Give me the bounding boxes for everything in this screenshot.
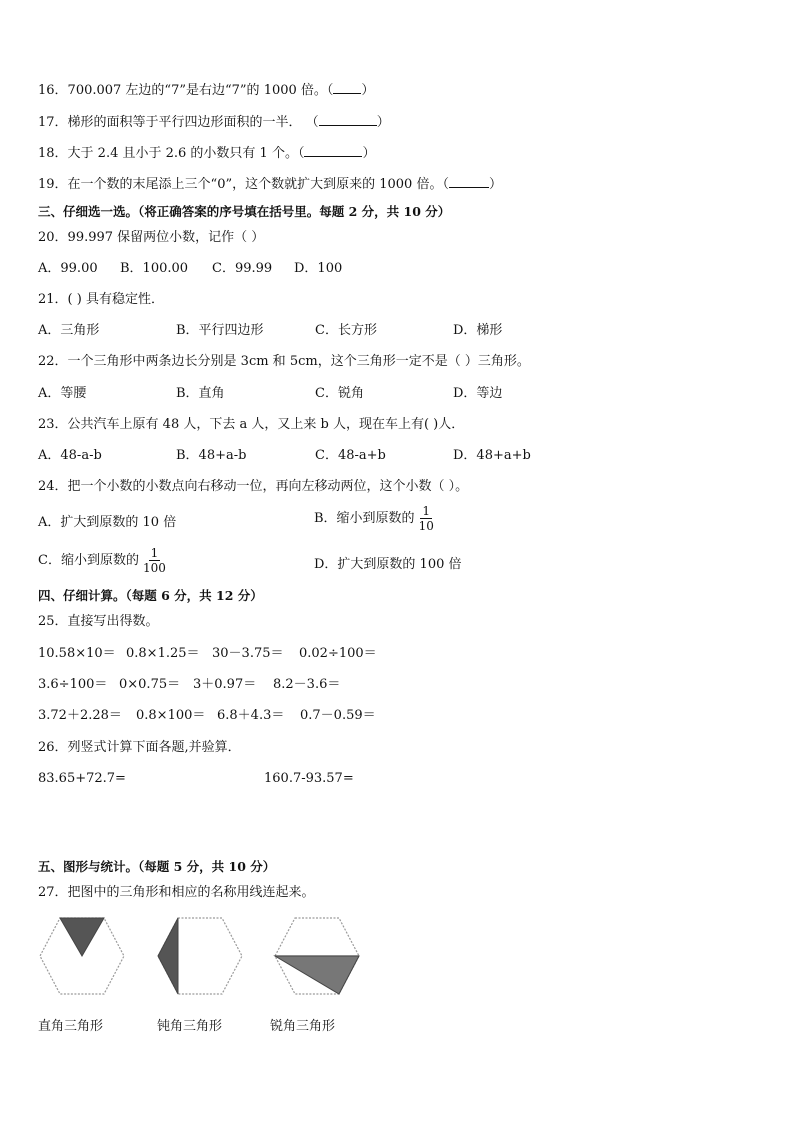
calc-item: 30－3.75＝	[212, 646, 284, 661]
question-23-stem: 23．公共汽车上原有 48 人，下去 a 人，又上来 b 人，现在车上有( )人．	[38, 417, 465, 432]
question-27-stem: 27．把图中的三角形和相应的名称用线连起来。	[38, 885, 315, 900]
q23-option-c[interactable]: C．48-a+b	[315, 448, 386, 463]
q17-text: 17．梯形的面积等于平行四边形面积的一半． （	[38, 115, 319, 130]
section-5-heading: 五、图形与统计。（每题 5 分，共 10 分）	[38, 859, 276, 874]
q19-blank[interactable]	[449, 187, 489, 188]
q22-option-a[interactable]: A．等腰	[38, 386, 87, 401]
q23-option-b[interactable]: B．48+a-b	[176, 448, 247, 463]
label-acute-triangle[interactable]: 锐角三角形	[270, 1019, 336, 1034]
obtuse-triangle-shape	[158, 918, 178, 994]
calc-item: 0.02÷100＝	[299, 646, 377, 661]
question-18: 18．大于 2.4 且小于 2.6 的小数只有 1 个。（ ）	[38, 146, 376, 161]
question-19: 19．在一个数的末尾添上三个“0”，这个数就扩大到原来的 1000 倍。（ ）	[38, 177, 502, 192]
vertical-calc-problem-1: 83.65+72.7=	[38, 771, 126, 786]
q21-option-c[interactable]: C．长方形	[315, 323, 377, 338]
q18-text: 18．大于 2.4 且小于 2.6 的小数只有 1 个。（	[38, 146, 305, 161]
q19-text: 19．在一个数的末尾添上三个“0”，这个数就扩大到原来的 1000 倍。（	[38, 177, 449, 192]
q20-option-c[interactable]: C．99.99	[212, 261, 273, 276]
q21-option-d[interactable]: D．梯形	[453, 323, 503, 338]
q18-blank[interactable]	[304, 156, 362, 157]
q21-option-b[interactable]: B．平行四边形	[176, 323, 264, 338]
question-20-stem: 20．99.997 保留两位小数，记作（ ）	[38, 230, 265, 245]
q24-option-b[interactable]: B．缩小到原数的 $\frac{1}{10}$	[314, 504, 434, 533]
q24-option-c[interactable]: C．缩小到原数的 $\frac{1}{100}$	[38, 546, 166, 575]
q20-option-b[interactable]: B．100.00	[120, 261, 189, 276]
q20-option-a[interactable]: A．99.00	[38, 261, 98, 276]
q23-option-a[interactable]: A．48-a-b	[38, 448, 102, 463]
q24-option-c-fraction: $\frac{1}{100}$	[142, 546, 166, 575]
calc-item: 10.58×10＝	[38, 646, 116, 661]
calc-item: 0.8×1.25＝	[126, 646, 200, 661]
q21-option-a[interactable]: A．三角形	[38, 323, 100, 338]
question-26-stem: 26．列竖式计算下面各题,并验算．	[38, 740, 241, 755]
calc-item: 3＋0.97＝	[193, 677, 257, 692]
question-24-stem: 24．把一个小数的小数点向右移动一位，再向左移动两位，这个小数（ ）。	[38, 479, 469, 494]
question-17: 17．梯形的面积等于平行四边形面积的一半． （ ）	[38, 115, 390, 130]
calc-item: 3.6÷100＝	[38, 677, 108, 692]
vertical-calc-problem-2: 160.7-93.57=	[264, 771, 354, 786]
calc-item: 6.8＋4.3＝	[217, 708, 285, 723]
section-3-heading: 三、仔细选一选。（将正确答案的序号填在括号里。每题 2 分，共 10 分）	[38, 204, 451, 219]
q17-blank[interactable]	[319, 125, 377, 126]
calc-item: 8.2－3.6＝	[273, 677, 341, 692]
q22-option-b[interactable]: B．直角	[176, 386, 225, 401]
q22-option-c[interactable]: C．锐角	[315, 386, 364, 401]
q24-option-b-fraction: $\frac{1}{10}$	[418, 504, 434, 533]
calc-item: 0×0.75＝	[119, 677, 181, 692]
hexagon-right-triangle-figure	[38, 916, 126, 996]
q24-option-d[interactable]: D．扩大到原数的 100 倍	[314, 557, 462, 572]
hexagon-obtuse-triangle-figure	[156, 916, 244, 996]
question-21-stem: 21．( ) 具有稳定性．	[38, 292, 164, 307]
q16-blank[interactable]	[333, 93, 361, 94]
calc-item: 0.7－0.59＝	[300, 708, 376, 723]
q24-option-a[interactable]: A．扩大到原数的 10 倍	[38, 515, 177, 530]
section-4-heading: 四、仔细计算。（每题 6 分，共 12 分）	[38, 588, 263, 603]
label-obtuse-triangle[interactable]: 钝角三角形	[157, 1019, 223, 1034]
label-right-triangle[interactable]: 直角三角形	[38, 1019, 104, 1034]
hexagon-acute-triangle-figure	[273, 916, 361, 996]
question-16: 16．700.007 左边的“7”是右边“7”的 1000 倍。（ ）	[38, 83, 375, 98]
q22-option-d[interactable]: D．等边	[453, 386, 503, 401]
calc-item: 3.72＋2.28＝	[38, 708, 122, 723]
q20-option-d[interactable]: D．100	[294, 261, 343, 276]
calc-item: 0.8×100＝	[136, 708, 206, 723]
q16-text: 16．700.007 左边的“7”是右边“7”的 1000 倍。（	[38, 83, 334, 98]
question-22-stem: 22．一个三角形中两条边长分别是 3cm 和 5cm，这个三角形一定不是（ ）三角形。	[38, 354, 530, 369]
question-25-stem: 25．直接写出得数。	[38, 614, 159, 629]
q23-option-d[interactable]: D．48+a+b	[453, 448, 531, 463]
